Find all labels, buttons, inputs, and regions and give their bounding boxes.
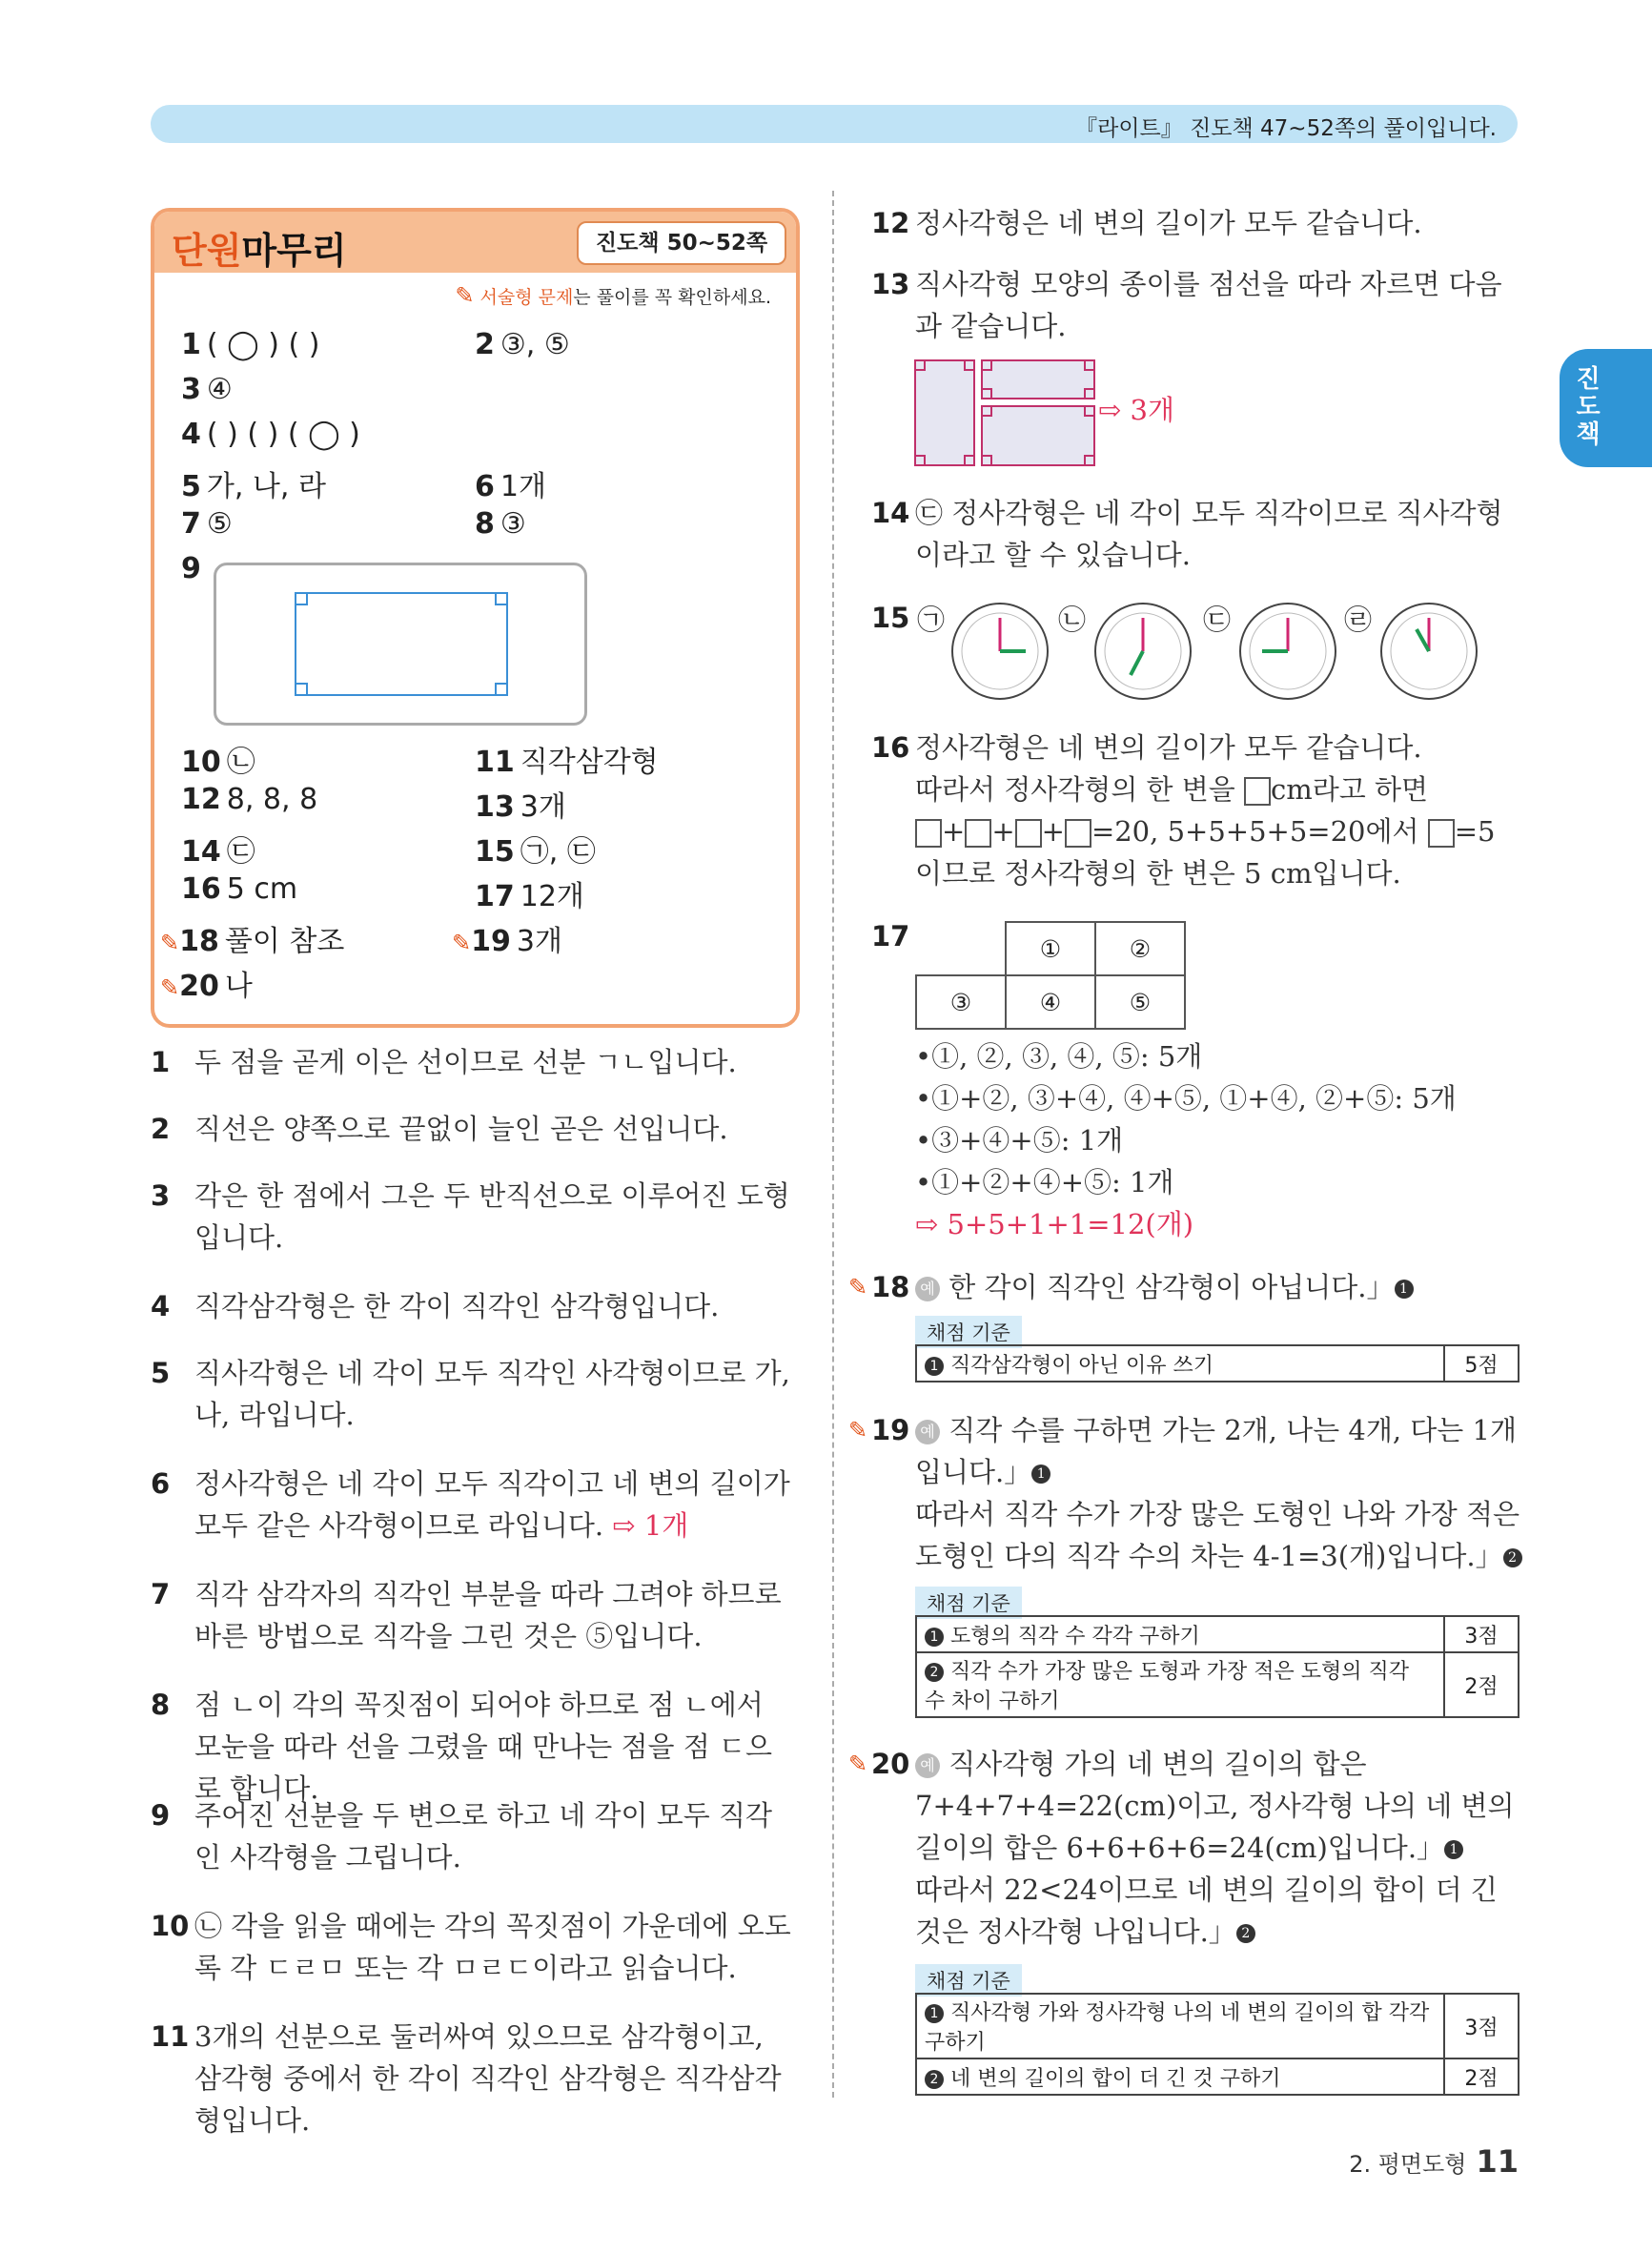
answer-item: 13 3개 bbox=[475, 790, 566, 824]
answer-item: ✎19 3개 bbox=[452, 925, 562, 958]
solution-12: 12 정사각형은 네 변의 길이가 모두 같습니다. bbox=[871, 207, 1422, 239]
answer-item: 9 bbox=[181, 552, 201, 585]
clock-icon bbox=[1237, 601, 1338, 702]
answer-item: ✎20 나 bbox=[160, 970, 253, 1003]
solution-2: 2 직선은 양쪽으로 끝없이 늘인 곧은 선입니다. bbox=[151, 1113, 728, 1145]
rubric-label: 채점 기준 bbox=[915, 1964, 1022, 1997]
answer-box bbox=[151, 208, 800, 1028]
pencil-icon: ✎ bbox=[160, 930, 180, 956]
clock-icon bbox=[1378, 601, 1479, 702]
side-tab[interactable] bbox=[1560, 349, 1652, 467]
answer-item: 15 ㉠, ㉢ bbox=[475, 835, 596, 869]
column-divider bbox=[832, 191, 834, 2098]
solution-4: 4 직각삼각형은 한 각이 직각인 삼각형입니다. bbox=[151, 1290, 720, 1322]
solution-13: 13 직사각형 모양의 종이를 점선을 따라 자르면 다음과 같습니다. bbox=[871, 268, 1502, 342]
answer-item: 12 8, 8, 8 bbox=[181, 783, 318, 816]
solution-17-grid: ① ② ③ ④ ⑤ bbox=[915, 921, 1186, 1030]
rubric-19: 1 도형의 직각 수 각각 구하기 3점 2 직각 수가 가장 많은 도형과 가장 적은 도형의 직각 수 차이 구하기 2점 bbox=[915, 1615, 1519, 1718]
answer-box-pages: 진도책 50~52쪽 bbox=[577, 221, 786, 265]
solution-14: 14 ㉢ 정사각형은 네 각이 모두 직각이므로 직사각형이라고 할 수 있습니다. bbox=[871, 497, 1503, 571]
answer-item: 1 ( ◯ ) ( ) bbox=[181, 328, 320, 361]
pencil-icon: ✎ bbox=[455, 282, 475, 309]
side-tab-label: 진도책 bbox=[1576, 365, 1601, 449]
solution-13-result: ⇨ 3개 bbox=[1098, 394, 1174, 426]
answer-item: 16 5 cm bbox=[181, 872, 298, 906]
rubric-label: 채점 기준 bbox=[915, 1587, 1022, 1619]
clock-icon bbox=[949, 601, 1050, 702]
solution-18: ✎ 18 예 한 각이 직각인 삼각형이 아닙니다.」 1 bbox=[848, 1266, 1525, 1308]
clock-label: ㉢ bbox=[1203, 604, 1232, 636]
solution-6: 6 정사각형은 네 각이 모두 직각이고 네 변의 길이가 모두 같은 사각형이므로 라입니다. ⇨ 1개 bbox=[151, 1467, 790, 1542]
footer-chapter: 2. 평면도형 bbox=[1349, 2151, 1467, 2178]
drawn-rectangle bbox=[295, 592, 508, 696]
answer-item: 11 직각삼각형 bbox=[475, 746, 659, 779]
answer-box-header bbox=[154, 212, 796, 273]
solution-20: ✎ 20 예 직사각형 가의 네 변의 길이의 합은 7+4+7+4=22(cm)이고, 정사각형 나의 네 변의 길이의 합은 6+6+6+6=24(cm)입니다.」 1 따라서 22<24이므로 네 변의 길이의 합이 더 긴 것은 정사각형 나입니다.」 2 bbox=[848, 1748, 1515, 1948]
pencil-icon: ✎ bbox=[452, 930, 472, 956]
answer-box-note: ✎ 서술형 문제는 풀이를 꼭 확인하세요. bbox=[455, 282, 771, 309]
answer-item: ✎18 풀이 참조 bbox=[160, 925, 345, 958]
rubric-18: 1 직각삼각형이 아닌 이유 쓰기 5점 bbox=[915, 1344, 1519, 1383]
solution-3: 3 각은 한 점에서 그은 두 반직선으로 이루어진 도형입니다. bbox=[151, 1179, 790, 1254]
answer-item: 8 ③ bbox=[475, 507, 526, 541]
solution-16: 16 정사각형은 네 변의 길이가 모두 같습니다. 따라서 정사각형의 한 변을 cm라고 하면 + + + =20, 5+5+5+5=20에서 =5 이므로 정사각형의 한 변은 5 cm입니다. bbox=[871, 731, 1496, 890]
clock-label: ㉠ bbox=[917, 604, 946, 636]
answer-item: 5 가, 나, 라 bbox=[181, 470, 326, 503]
answer-item: 6 1개 bbox=[475, 470, 546, 503]
header-bar bbox=[151, 105, 1518, 143]
solution-10: 10 ㉡ 각을 읽을 때에는 각의 꼭짓점이 가운데에 오도록 각 ㄷㄹㅁ 또는 각 ㅁㄹㄷ이라고 읽습니다. bbox=[151, 1910, 791, 1984]
solution-17-lines: •①, ②, ③, ④, ⑤: 5개 •①+②, ③+④, ④+⑤, ①+④, ②+⑤: 5개 •③+④+⑤: 1개 •①+②+④+⑤: 1개 ⇨ 5+5+1+1=12(개) bbox=[915, 1040, 1457, 1240]
answer-item: 17 12개 bbox=[475, 880, 584, 913]
solution-5: 5 직사각형은 네 각이 모두 직각인 사각형이므로 가, 나, 라입니다. bbox=[151, 1357, 790, 1431]
page-number: 11 bbox=[1476, 2143, 1519, 2180]
answer-item: 3 ④ bbox=[181, 373, 233, 406]
clock-label: ㉡ bbox=[1058, 604, 1087, 636]
pencil-icon: ✎ bbox=[160, 974, 180, 1001]
solution-19: ✎ 19 예 직각 수를 구하면 가는 2개, 나는 4개, 다는 1개입니다.」 1 따라서 직각 수가 가장 많은 도형인 나와 가장 적은 도형인 다의 직각 수의 차는 4-1=3(개)입니다.」 2 bbox=[848, 1409, 1525, 1577]
answer-item: 14 ㉢ bbox=[181, 835, 255, 869]
solution-11: 11 3개의 선분으로 둘러싸여 있으므로 삼각형이고, 삼각형 중에서 한 각이 직각인 삼각형은 직각삼각형입니다. bbox=[151, 2020, 782, 2137]
rubric-20: 1 직사각형 가와 정사각형 나의 네 변의 길이의 합 각각 구하기 3점 2 네 변의 길이의 합이 더 긴 것 구하기 2점 bbox=[915, 1993, 1519, 2096]
answer-item: 7 ⑤ bbox=[181, 507, 233, 541]
answer-item: 10 ㉡ bbox=[181, 746, 255, 779]
answer-box-title: 단원마무리 bbox=[172, 230, 347, 272]
solution-1: 1 두 점을 곧게 이은 선이므로 선분 ㄱㄴ입니다. bbox=[151, 1046, 737, 1078]
answer-item: 4 ( ) ( ) ( ◯ ) bbox=[181, 418, 360, 451]
answer-item: 2 ③, ⑤ bbox=[475, 328, 570, 361]
answer9-figure bbox=[214, 563, 587, 726]
page-footer bbox=[1349, 2143, 1519, 2180]
clock-icon bbox=[1092, 601, 1193, 702]
solution-8: 8 점 ㄴ이 각의 꼭짓점이 되어야 하므로 점 ㄴ에서 모눈을 따라 선을 그렸을 때 만나는 점을 점 ㄷ으로 합니다. bbox=[151, 1689, 773, 1805]
rubric-label: 채점 기준 bbox=[915, 1316, 1022, 1348]
solution-7: 7 직각 삼각자의 직각인 부분을 따라 그려야 하므로 바른 방법으로 직각을 그린 것은 ⑤입니다. bbox=[151, 1578, 782, 1652]
solution-9: 9 주어진 선분을 두 변으로 하고 네 각이 모두 직각인 사각형을 그립니다. bbox=[151, 1799, 773, 1874]
clock-label: ㉣ bbox=[1344, 604, 1373, 636]
header-reference: 『라이트』 진도책 47~52쪽의 풀이입니다. bbox=[1075, 116, 1497, 141]
